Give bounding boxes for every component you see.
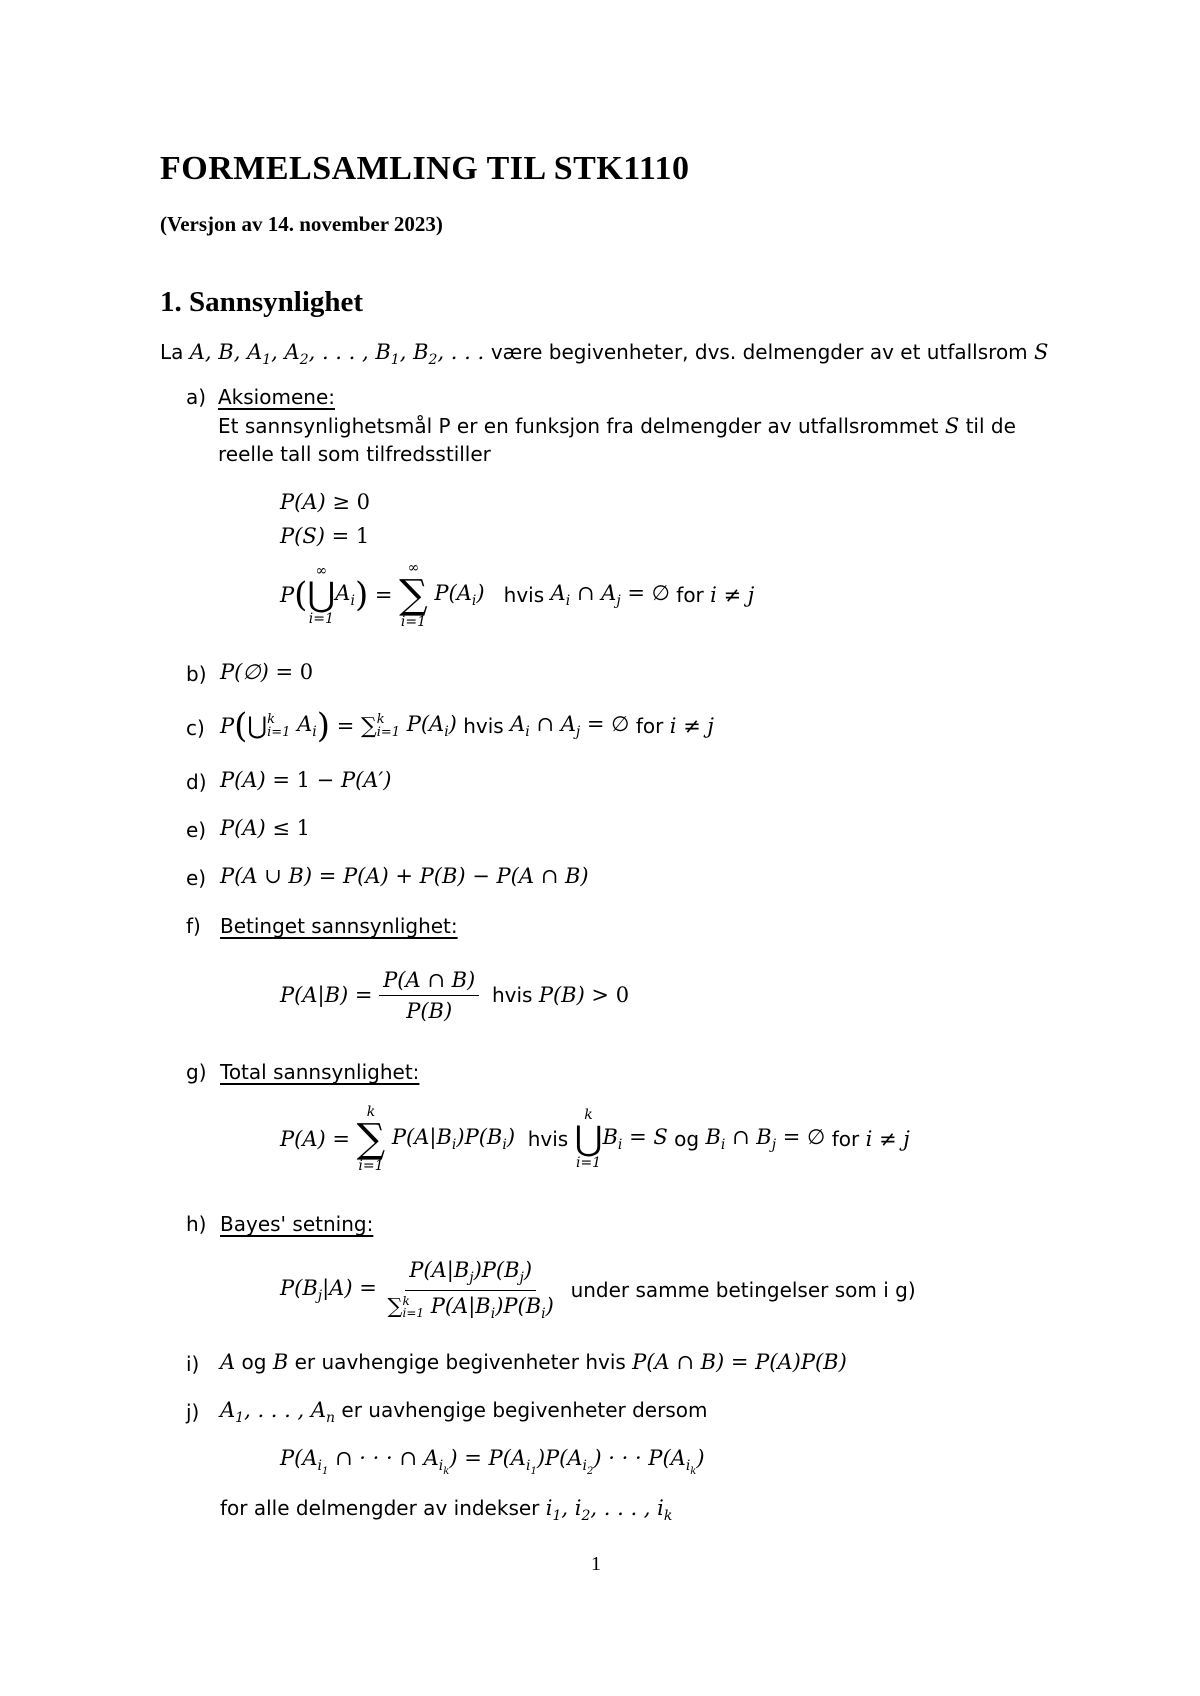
item-h-label: h) <box>186 1212 207 1236</box>
item-f-formula: P(A|B) = $\frac{P(A \cap B)}{P(B)}$ hvis P(B) > 0 <box>280 967 630 1023</box>
item-c-formula: P ( ⋃ k i=1 $A_i$ ) = ∑ k i=1 $P(A_i)$ hvis $A_i$ ∩ $A_j$ = ∅ for i ≠ j <box>220 706 714 746</box>
item-f-heading: Betinget sannsynlighet: <box>220 914 458 938</box>
axiom-2: P(S) = 1 <box>280 524 370 548</box>
item-e1-formula: P(A) ≤ 1 <box>220 816 311 840</box>
item-j-sentence: er uavhengige begivenheter dersom <box>341 1398 708 1422</box>
item-i-label: i) <box>186 1352 200 1376</box>
intro-suffix: være begivenheter, dvs. delmengder av et utfallsrom <box>490 340 1028 364</box>
item-b-label: b) <box>186 662 207 686</box>
document-title: FORMELSAMLING TIL STK1110 <box>160 150 690 187</box>
item-d-label: d) <box>186 770 207 794</box>
item-e2-label: e) <box>186 866 207 890</box>
item-i-sentence: er uavhengige begivenheter hvis <box>294 1350 626 1374</box>
item-a-text-line1: Et sannsynlighetsmål P er en funksjon fra delmengder av utfallsrommet S til de <box>218 414 1016 438</box>
intro-prefix: La <box>160 340 184 364</box>
item-f-hvis: hvis <box>491 983 533 1007</box>
item-g-for: for <box>831 1127 860 1151</box>
item-g-heading: Total sannsynlighet: <box>220 1060 420 1084</box>
item-a-text-line2: reelle tall som tilfredsstiller <box>218 442 491 466</box>
item-h-heading: Bayes' setning: <box>220 1212 374 1236</box>
axiom-3-for: for <box>676 583 704 607</box>
item-g-hvis: hvis <box>527 1127 569 1151</box>
axiom-1: P(A) ≥ 0 <box>280 490 371 514</box>
item-j-footer-text: for alle delmengder av indekser <box>220 1496 540 1520</box>
item-j-text: $A_1$, . . . , $A_n$ er uavhengige begivenheter dersom <box>220 1398 708 1427</box>
item-a-text: Et sannsynlighetsmål P er en funksjon fra delmengder av utfallsrommet <box>218 414 939 438</box>
item-g-og: og <box>674 1127 700 1151</box>
page-number: 1 <box>591 1553 601 1575</box>
item-d-formula: P(A) = 1 − P(A′) <box>220 768 392 792</box>
item-a-label: a) <box>186 385 207 409</box>
section-intro: La A, B, $A_1$, $A_2$, . . . , $B_1$, $B_2$, . . . være begivenheter, dvs. delmengder av et utfallsrom S <box>160 340 1049 369</box>
section-heading: 1. Sannsynlighet <box>160 286 364 318</box>
item-h-note: under samme betingelser som i g) <box>570 1278 916 1302</box>
item-e1-label: e) <box>186 818 207 842</box>
item-g-label: g) <box>186 1060 207 1084</box>
item-a-text-tail: til de <box>965 414 1016 438</box>
item-e2-formula: P(A ∪ B) = P(A) + P(B) − P(A ∩ B) <box>220 864 589 888</box>
item-i-og: og <box>241 1350 267 1374</box>
item-f-label: f) <box>186 914 201 938</box>
item-i-text: A og B er uavhengige begivenheter hvis P(A ∩ B) = P(A)P(B) <box>220 1350 847 1374</box>
item-j-footer: for alle delmengder av indekser $i_1$, $i_2$, . . . , $i_k$ <box>220 1496 673 1525</box>
item-c-hvis: hvis <box>463 714 504 738</box>
item-h-formula: $P(B_j|A)$ = $P(A|B_j)P(B_j)$ ∑ k i=1 $P(A|B_i)P(B_i)$ under samme betingelser som i g) <box>280 1258 916 1322</box>
item-a-heading: Aksiomene: <box>218 385 335 409</box>
item-c-label: c) <box>186 716 205 740</box>
item-j-label: j) <box>186 1400 200 1424</box>
item-j-formula: $P(A_{i_1}$ ∩ · · · ∩ $A_{i_k}) = P(A_{i_1})P(A_{i_2})$ · · · $P(A_{i_k})$ <box>280 1446 705 1477</box>
axiom-3-hvis: hvis <box>503 583 545 607</box>
item-g-formula: P(A) = k ∑ i=1 $P(A|B_i)P(B_i)$ hvis k ⋃ i=1 $B_i = S$ og $B_i$ ∩ $B_j$ = ∅ for i ≠ j <box>280 1104 910 1174</box>
axiom-3: P ( ∞ ⋃ i=1 $A_i$ ) = ∞ ∑ i=1 $P(A_i)$ hvis $A_i$ ∩ $A_j$ = ∅ for i ≠ j <box>280 560 755 630</box>
version-note: (Versjon av 14. november 2023) <box>160 212 443 236</box>
item-c-for: for <box>635 714 664 738</box>
item-b-formula: P(∅) = 0 <box>220 660 314 684</box>
